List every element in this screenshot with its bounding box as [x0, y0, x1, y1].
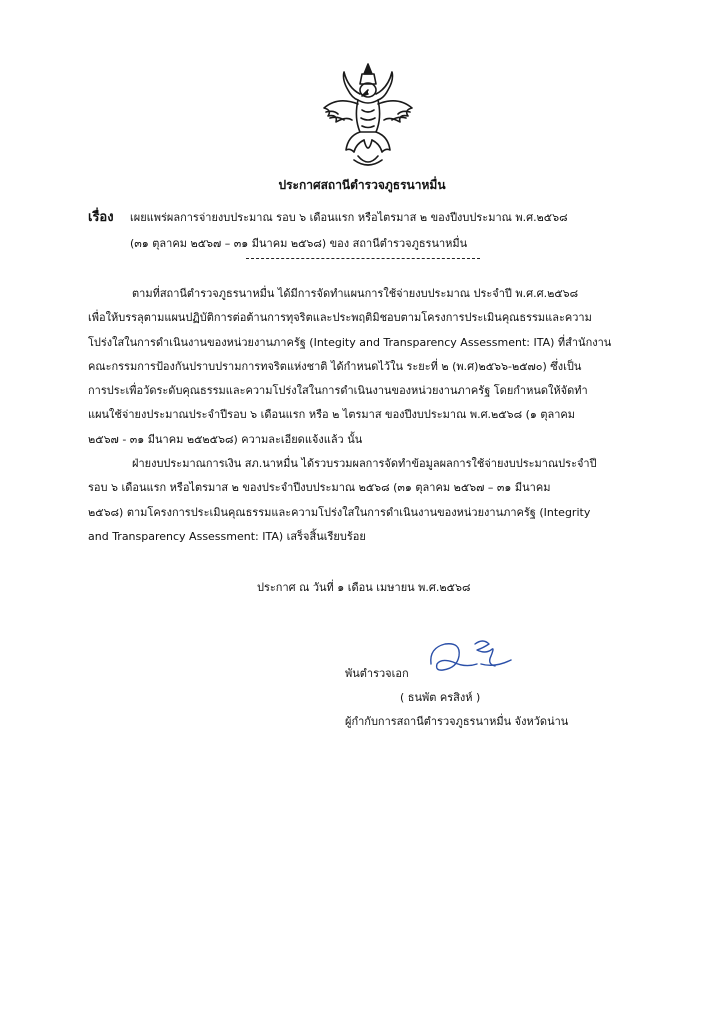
signer-name: ( ธนพัต ครสิงห์ ) — [400, 691, 481, 704]
handwritten-signature — [425, 634, 515, 682]
paragraph-1-line: การประเพื่อวัดระดับคุณธรรมและความโปร่งใสในการดำเนินงานของหน่วยงานภาครัฐ โดยกำหนดให้จัดทำ — [88, 384, 588, 398]
paragraph-1-line: เพื่อให้บรรลุตามแผนปฏิบัติการต่อต้านการทุจริตและประพฤติมิชอบตามโครงการประเมินคุณธรรมและความ — [88, 311, 592, 325]
title-separator — [246, 258, 480, 259]
subject-text-line-2: (๓๑ ตุลาคม ๒๕๖๗ – ๓๑ มีนาคม ๒๕๖๘) ของ สถานีตำรวจภูธรนาหมื่น — [130, 237, 468, 250]
subject-label: เรื่อง — [88, 210, 114, 225]
paragraph-1-line: คณะกรรมการป้องกันปราบปรามการทจริตแห่งชาติ ได้กำหนดไว้ใน ระยะที่ ๒ (พ.ศ)๒๕๖๖-๒๕๗๐) ซึ่งเป็น — [88, 359, 582, 373]
signer-position: ผู้กำกับการสถานีตำรวจภูธรนาหมื่น จังหวัดน่าน — [345, 715, 569, 728]
paragraph-2-line: รอบ ๖ เดือนแรก หรือไตรมาส ๒ ของประจำปีงบประมาณ ๒๕๖๘ (๓๑ ตุลาคม ๒๕๖๗ – ๓๑ มีนาคม — [88, 481, 551, 495]
paragraph-1-line: แผนใช้จ่ายงประมาณประจำปีรอบ ๖ เดือนแรก หรือ ๒ ไตรมาส ของปีงบประมาณ พ.ศ.๒๕๖๘ (๑ ตุลาคม — [88, 408, 576, 422]
subject-text-line-1: เผยแพร่ผลการจ่ายงบประมาณ รอบ ๖ เดือนแรก หรือไตรมาส ๒ ของปีงบประมาณ พ.ศ.๒๕๖๘ — [130, 211, 568, 224]
paragraph-2 — [88, 452, 633, 549]
paragraph-2-line: ฝ่ายงบประมาณการเงิน สภ.นาหมื่น ได้รวบรวมผลการจัดทำข้อมูลผลการใช้จ่ายงบประมาณประจำปี — [132, 457, 597, 470]
paragraph-1-line: ตามที่สถานีตำรวจภูธรนาหมื่น ได้มีการจัดทำแผนการใช้จ่ายงบประมาณ ประจำปี พ.ศ.ศ.๒๕๖๘ — [132, 287, 579, 300]
paragraph-1-line: ๒๕๖๗ - ๓๑ มีนาคม ๒๕๒๕๖๘) ความละเอียดแจ้งแล้ว นั้น — [88, 432, 363, 446]
document-title: ประกาศสถานีตำรวจภูธรนาหมื่น — [278, 178, 446, 192]
paragraph-1 — [88, 282, 633, 452]
paragraph-2-line: ๒๕๖๘) ตามโครงการประเมินคุณธรรมและความโปร่งใสในการดำเนินงานของหน่วยงานภาครัฐ (Integrity — [88, 505, 591, 519]
announcement-date: ประกาศ ณ วันที่ ๑ เดือน เมษายน พ.ศ.๒๕๖๘ — [257, 581, 471, 594]
signer-rank: พันตำรวจเอก — [345, 667, 409, 680]
paragraph-1-line: โปร่งใสในการดำเนินงานของหน่วยงานภาครัฐ (Integity and Transparency Assessment: ITA) ที่สำนักงาน — [88, 335, 612, 349]
garuda-emblem-icon — [318, 60, 418, 170]
paragraph-2-line: and Transparency Assessment: ITA) เสร็จสิ้นเรียบร้อย — [88, 529, 366, 543]
